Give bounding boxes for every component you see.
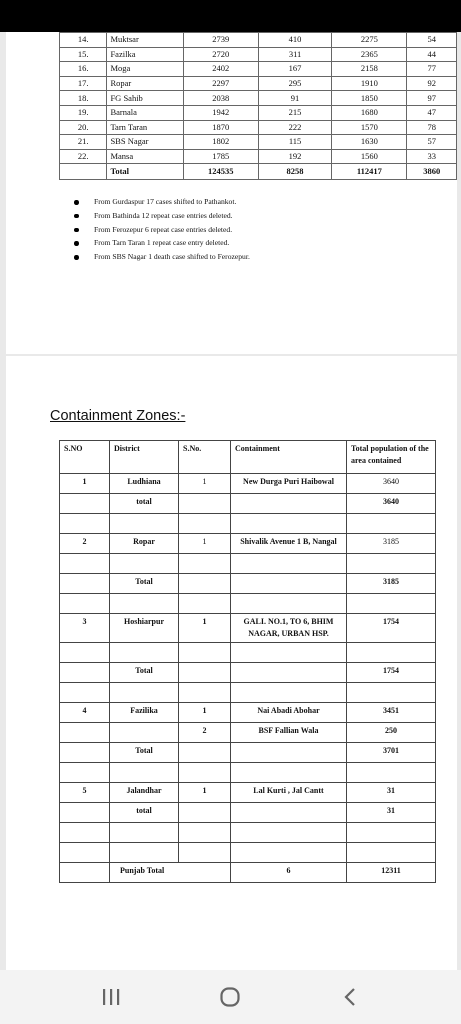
total-value: 3860 <box>407 164 457 180</box>
row-district: Jalandhar <box>110 783 179 803</box>
row-zone <box>231 663 347 683</box>
row-sno: 17. <box>60 76 107 91</box>
empty-cell <box>231 594 347 614</box>
row-value: 215 <box>258 105 332 120</box>
notes-list <box>72 195 250 264</box>
row-sno2: 1 <box>179 703 231 723</box>
row-sno2 <box>179 574 231 594</box>
row-value: 1785 <box>183 149 258 164</box>
empty-cell <box>110 594 179 614</box>
row-population: 3640 <box>347 494 436 514</box>
total-value: 112417 <box>332 164 407 180</box>
row-value: 1910 <box>332 76 407 91</box>
row-sno: 22. <box>60 149 107 164</box>
row-sno: 15. <box>60 47 107 62</box>
row-sno2: 1 <box>179 534 231 554</box>
row-value: 1850 <box>332 91 407 106</box>
row-sno: 4 <box>60 703 110 723</box>
row-value: 97 <box>407 91 457 106</box>
table-row <box>60 663 436 683</box>
table-header-row <box>60 441 436 474</box>
row-district: Fazilka <box>107 47 183 62</box>
table-row <box>60 120 457 135</box>
row-value: 33 <box>407 149 457 164</box>
empty-cell <box>60 164 107 180</box>
table-row <box>60 743 436 763</box>
table-row <box>60 33 457 48</box>
empty-cell <box>347 763 436 783</box>
table-row <box>60 534 436 554</box>
empty-cell <box>231 763 347 783</box>
row-value: 1870 <box>183 120 258 135</box>
row-value: 47 <box>407 105 457 120</box>
spacer-row <box>60 683 436 703</box>
row-district <box>110 723 179 743</box>
row-zone: Shivalik Avenue 1 B, Nangal <box>231 534 347 554</box>
empty-cell <box>179 594 231 614</box>
row-value: 192 <box>258 149 332 164</box>
table-row <box>60 614 436 643</box>
row-district: Ropar <box>110 534 179 554</box>
table-row <box>60 494 436 514</box>
row-value: 1570 <box>332 120 407 135</box>
status-bar <box>0 0 461 32</box>
row-value: 78 <box>407 120 457 135</box>
table-row <box>60 723 436 743</box>
row-sno2: 1 <box>179 783 231 803</box>
row-sno2 <box>179 494 231 514</box>
table-row <box>60 62 457 77</box>
row-sno2: 1 <box>179 614 231 643</box>
row-district: Barnala <box>107 105 183 120</box>
empty-cell <box>179 554 231 574</box>
spacer-row <box>60 643 436 663</box>
row-zone <box>231 743 347 763</box>
empty-cell <box>179 514 231 534</box>
row-sno: 2 <box>60 534 110 554</box>
row-value: 1802 <box>183 135 258 150</box>
row-district: Total <box>110 743 179 763</box>
empty-cell <box>347 823 436 843</box>
row-sno <box>60 803 110 823</box>
row-sno2: 1 <box>179 474 231 494</box>
row-sno2 <box>179 743 231 763</box>
row-sno: 21. <box>60 135 107 150</box>
note-item: From Gurdaspur 17 cases shifted to Pathankot. <box>72 195 250 209</box>
table-row <box>60 574 436 594</box>
empty-cell <box>179 823 231 843</box>
grand-total-zones: 6 <box>231 863 347 883</box>
row-population: 1754 <box>347 614 436 643</box>
header-sno2: S.No. <box>179 441 231 474</box>
row-value: 57 <box>407 135 457 150</box>
note-item: From SBS Nagar 1 death case shifted to Ferozepur. <box>72 250 250 264</box>
row-value: 2158 <box>332 62 407 77</box>
row-value: 2365 <box>332 47 407 62</box>
spacer-row <box>60 763 436 783</box>
row-value: 1942 <box>183 105 258 120</box>
header-containment: Containment <box>231 441 347 474</box>
row-value: 2402 <box>183 62 258 77</box>
row-zone <box>231 494 347 514</box>
empty-cell <box>110 823 179 843</box>
row-population: 3451 <box>347 703 436 723</box>
empty-cell <box>60 514 110 534</box>
row-value: 2297 <box>183 76 258 91</box>
note-item: From Tarn Taran 1 repeat case entry deleted. <box>72 236 250 250</box>
row-sno: 16. <box>60 62 107 77</box>
table-row <box>60 47 457 62</box>
spacer-row <box>60 823 436 843</box>
spacer-row <box>60 514 436 534</box>
total-value: 124535 <box>183 164 258 180</box>
row-sno: 5 <box>60 783 110 803</box>
row-population: 3185 <box>347 574 436 594</box>
row-value: 92 <box>407 76 457 91</box>
row-sno <box>60 743 110 763</box>
row-sno <box>60 663 110 683</box>
row-value: 44 <box>407 47 457 62</box>
row-population: 31 <box>347 803 436 823</box>
table-row <box>60 105 457 120</box>
row-district: total <box>110 494 179 514</box>
row-sno2 <box>179 663 231 683</box>
row-sno2 <box>179 803 231 823</box>
empty-cell <box>347 643 436 663</box>
row-value: 311 <box>258 47 332 62</box>
row-value: 1680 <box>332 105 407 120</box>
spacer-row <box>60 554 436 574</box>
spacer-row <box>60 843 436 863</box>
table-row <box>60 149 457 164</box>
row-sno: 14. <box>60 33 107 48</box>
row-district: Hoshiarpur <box>110 614 179 643</box>
row-district: Fazilika <box>110 703 179 723</box>
row-district: Ludhiana <box>110 474 179 494</box>
row-zone: New Durga Puri Haibowal <box>231 474 347 494</box>
row-value: 2038 <box>183 91 258 106</box>
row-sno <box>60 574 110 594</box>
row-zone: GALI. NO.1, TO 6, BHIM NAGAR, URBAN HSP. <box>231 614 347 643</box>
grand-total-label: Punjab Total <box>110 863 231 883</box>
empty-cell <box>179 683 231 703</box>
row-value: 167 <box>258 62 332 77</box>
home-icon[interactable] <box>219 986 241 1008</box>
empty-cell <box>231 643 347 663</box>
row-district: Total <box>110 574 179 594</box>
empty-cell <box>60 683 110 703</box>
table-row <box>60 91 457 106</box>
row-population: 3640 <box>347 474 436 494</box>
row-zone: BSF Fallian Wala <box>231 723 347 743</box>
row-sno <box>60 723 110 743</box>
row-value: 77 <box>407 62 457 77</box>
spacer-row <box>60 594 436 614</box>
empty-cell <box>60 823 110 843</box>
row-value: 295 <box>258 76 332 91</box>
empty-cell <box>347 594 436 614</box>
back-icon[interactable] <box>340 986 360 1008</box>
row-value: 410 <box>258 33 332 48</box>
row-district: Ropar <box>107 76 183 91</box>
row-value: 2739 <box>183 33 258 48</box>
row-district: Total <box>110 663 179 683</box>
row-value: 2720 <box>183 47 258 62</box>
table-row <box>60 703 436 723</box>
table-row <box>60 474 436 494</box>
row-sno: 1 <box>60 474 110 494</box>
note-item: From Ferozepur 6 repeat case entries deleted. <box>72 223 250 237</box>
empty-cell <box>179 643 231 663</box>
document-page-2 <box>6 356 457 970</box>
empty-cell <box>110 643 179 663</box>
row-population: 31 <box>347 783 436 803</box>
empty-cell <box>60 643 110 663</box>
row-sno: 20. <box>60 120 107 135</box>
containment-zones-table <box>59 440 436 883</box>
empty-cell <box>110 514 179 534</box>
row-district: FG Sahib <box>107 91 183 106</box>
row-population: 1754 <box>347 663 436 683</box>
row-value: 2275 <box>332 33 407 48</box>
row-district: Muktsar <box>107 33 183 48</box>
row-sno <box>60 494 110 514</box>
table-row <box>60 783 436 803</box>
district-cases-table <box>59 32 457 180</box>
empty-cell <box>347 514 436 534</box>
empty-cell <box>60 843 110 863</box>
empty-cell <box>231 683 347 703</box>
row-value: 1560 <box>332 149 407 164</box>
row-district: Moga <box>107 62 183 77</box>
empty-cell <box>347 683 436 703</box>
table-row <box>60 135 457 150</box>
row-district: Tarn Taran <box>107 120 183 135</box>
row-zone: Nai Abadi Abohar <box>231 703 347 723</box>
row-sno: 3 <box>60 614 110 643</box>
row-population: 3185 <box>347 534 436 554</box>
recents-icon[interactable] <box>101 986 121 1008</box>
header-district: District <box>110 441 179 474</box>
row-district: total <box>110 803 179 823</box>
total-value: 8258 <box>258 164 332 180</box>
empty-cell <box>231 823 347 843</box>
empty-cell <box>179 843 231 863</box>
table-row <box>60 76 457 91</box>
empty-cell <box>347 843 436 863</box>
empty-cell <box>110 843 179 863</box>
empty-cell <box>60 863 110 883</box>
row-value: 1630 <box>332 135 407 150</box>
row-zone <box>231 803 347 823</box>
row-district: Mansa <box>107 149 183 164</box>
empty-cell <box>231 843 347 863</box>
row-value: 54 <box>407 33 457 48</box>
row-value: 222 <box>258 120 332 135</box>
row-sno: 18. <box>60 91 107 106</box>
empty-cell <box>231 554 347 574</box>
containment-zones-title: Containment Zones:- <box>50 408 186 424</box>
total-row <box>60 164 457 180</box>
empty-cell <box>179 763 231 783</box>
empty-cell <box>60 594 110 614</box>
row-population: 250 <box>347 723 436 743</box>
total-label: Total <box>107 164 183 180</box>
empty-cell <box>110 763 179 783</box>
row-zone: Lal Kurti , Jal Cantt <box>231 783 347 803</box>
document-page-1 <box>6 32 457 354</box>
header-population: Total population of the area contained <box>347 441 436 474</box>
row-population: 3701 <box>347 743 436 763</box>
empty-cell <box>60 763 110 783</box>
empty-cell <box>110 683 179 703</box>
row-value: 91 <box>258 91 332 106</box>
row-sno2: 2 <box>179 723 231 743</box>
empty-cell <box>231 514 347 534</box>
note-item: From Bathinda 12 repeat case entries deleted. <box>72 209 250 223</box>
row-zone <box>231 574 347 594</box>
grand-total-row <box>60 863 436 883</box>
row-district: SBS Nagar <box>107 135 183 150</box>
table-row <box>60 803 436 823</box>
grand-total-population: 12311 <box>347 863 436 883</box>
row-sno: 19. <box>60 105 107 120</box>
row-value: 115 <box>258 135 332 150</box>
header-sno: S.NO <box>60 441 110 474</box>
empty-cell <box>347 554 436 574</box>
empty-cell <box>110 554 179 574</box>
empty-cell <box>60 554 110 574</box>
